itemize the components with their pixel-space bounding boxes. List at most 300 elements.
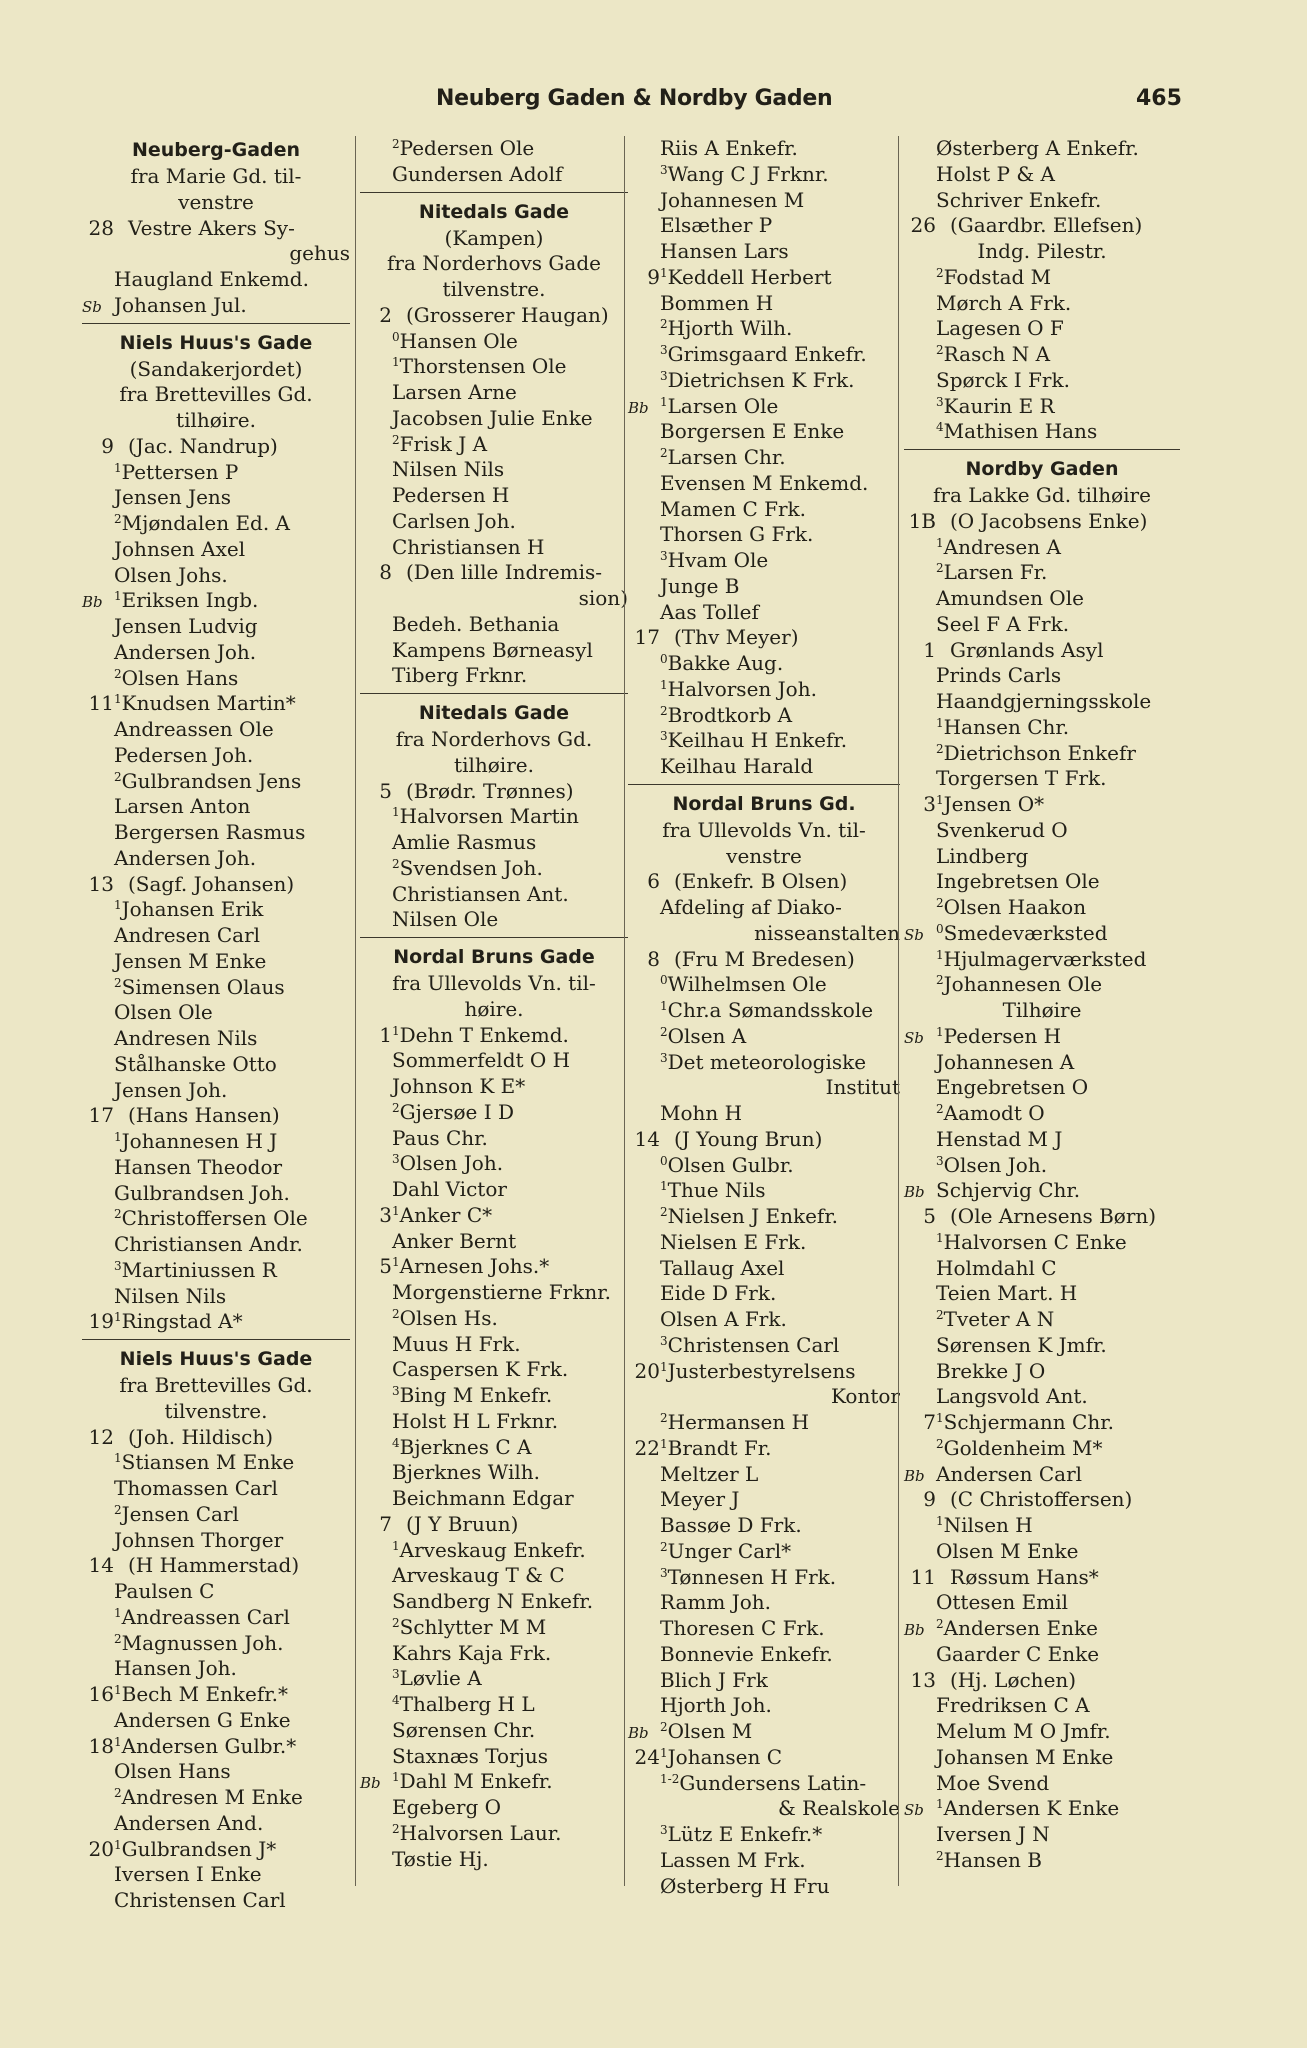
entry-text: sion) [578,586,628,610]
floor-number: 2 [392,1821,400,1836]
entry-text: Gulbrandsen Jens [121,768,302,793]
resident-entry [904,1127,1180,1153]
resident-entry [904,1384,1180,1410]
entry-text: Muus H Frk. [392,1331,521,1356]
house-number: 17 [634,625,660,650]
resident-entry [360,1383,628,1409]
resident-entry [904,766,1180,792]
resident-entry [904,1539,1180,1565]
entry-text: Johannesen A [936,1049,1075,1074]
resident-entry [904,1796,1180,1822]
house-number: 18 [88,1733,114,1758]
entry-text: Arveskaug Enkefr. [399,1537,586,1562]
entry-text: Johansen C [667,1744,783,1769]
resident-entry [904,535,1180,561]
street-description [82,1373,350,1399]
floor-number: 1 [392,1538,400,1553]
house-number: 9 [101,433,114,458]
entry-text: Andresen Carl [114,923,261,947]
entry-text: Hermansen H [667,1410,810,1434]
house-number-entry [360,779,628,805]
entry-text: Schjermann Chr. [943,1410,1114,1434]
entry-text: Larsen Fr. [943,560,1048,585]
entry-text: Wilhelmsen Ole [667,972,827,997]
resident-entry [628,1822,900,1848]
resident-entry [904,419,1180,445]
building-marker: Bb [82,593,103,612]
resident-entry [904,1616,1180,1642]
entry-text: Hansen Theodor [114,1154,283,1179]
entry-text: Christensen Carl [667,1332,840,1357]
entry-text: Schjervig Chr. [936,1178,1081,1203]
resident-entry [628,972,900,998]
resident-entry [82,1052,350,1078]
resident-entry [82,1026,350,1052]
resident-entry [628,342,900,368]
section-divider [360,192,628,193]
resident-entry [628,1642,900,1668]
resident-entry [904,715,1180,741]
resident-entry [360,1126,628,1152]
entry-text: (J Y Bruun) [406,1511,519,1536]
street-description [360,251,628,277]
floor-number: 1 [936,1411,944,1425]
entry-text: (O Jacobsens Enke) [950,508,1148,533]
house-number: 6 [647,869,660,894]
house-number: 1 [923,637,936,662]
continuation-line [628,1384,900,1410]
resident-entry [628,1693,900,1719]
resident-entry [82,1078,350,1104]
resident-entry [82,293,350,319]
resident-entry [904,689,1180,715]
resident-entry [904,818,1180,844]
floor-number: 1 [660,677,668,692]
column-separator [898,136,899,1886]
floor-number: 2 [936,896,944,910]
house-number: 17 [88,1103,114,1128]
building-marker: Bb [904,1183,925,1202]
resident-entry [904,1436,1180,1462]
street-description [82,164,350,190]
floor-number: 1 [936,947,944,962]
entry-text: Bonnevie Enkefr. [660,1641,833,1666]
resident-entry [360,380,628,406]
street-description [360,971,628,997]
entry-text: Østerberg H Fru [660,1873,830,1898]
entry-text: Kontor [831,1384,900,1409]
resident-entry [628,895,900,921]
entry-text: (Hans Hansen) [128,1103,280,1128]
entry-text: Grønlands Asyl [950,637,1104,662]
resident-entry [628,651,900,677]
resident-entry [82,1579,350,1605]
directory-column [82,136,350,1914]
entry-text: Christiansen H [392,534,545,559]
entry-text: Det meteorologiske [667,1049,867,1074]
floor-number: 2 [392,432,400,447]
entry-text: Svendsen Joh. [399,855,543,880]
entry-text: Nilsen H [943,1513,1033,1537]
resident-entry [904,1024,1180,1050]
resident-entry [628,136,900,162]
floor-number: 2 [936,741,944,756]
house-number-entry [628,1127,900,1153]
street-description [360,753,628,779]
floor-number: 2 [114,769,122,784]
house-number: 12 [88,1424,114,1449]
resident-entry [360,1177,628,1203]
resident-entry [360,1795,628,1821]
resident-entry [904,1178,1180,1204]
house-number: 24 [634,1744,660,1769]
resident-entry [82,1181,350,1207]
resident-entry [628,1513,900,1539]
building-marker: Sb [904,1028,924,1047]
entry-text: Nilsen Nils [392,457,505,482]
entry-text: Thorstensen Ole [399,354,567,379]
floor-number: 2 [114,1631,122,1646]
entry-text: Paus Chr. [392,1125,488,1150]
entry-text: Brandt Fr. [667,1435,772,1460]
entry-text: Seel F A Frk. [936,611,1070,636]
floor-number: 3 [392,1667,400,1682]
entry-text: Brodtkorb A [667,702,793,727]
entry-text: Holst H L Frknr. [392,1408,559,1433]
street-description [628,818,900,844]
entry-text: (Brødr. Trønnes) [406,778,574,803]
resident-entry [628,316,900,342]
floor-number: 1 [114,692,122,707]
resident-entry [360,1821,628,1847]
floor-number: 2 [660,1411,668,1425]
house-number: 28 [88,215,114,240]
resident-entry [904,869,1180,895]
entry-text: Andreassen Carl [121,1604,290,1629]
floor-number: 4 [392,1693,400,1707]
resident-entry [82,1631,350,1657]
entry-text: Magnussen Joh. [121,1630,284,1655]
resident-entry [360,1666,628,1692]
resident-entry [360,1048,628,1074]
entry-text: Bedeh. Bethania [392,611,560,636]
floor-number: 1 [660,1436,668,1451]
entry-text: Olsen Joh. [399,1151,504,1176]
continuation-line [82,241,350,267]
resident-entry [628,1771,900,1797]
resident-entry [82,460,350,486]
entry-text: Arveskaug T & C [392,1563,565,1588]
resident-entry [904,162,1180,188]
floor-number: 0 [660,652,668,666]
resident-entry [82,897,350,923]
entry-text: Hansen B [943,1847,1042,1872]
floor-number: 2 [936,1436,944,1451]
entry-text: Spørck I Frk. [936,367,1070,392]
entry-text: høire. [464,996,524,1021]
floor-number: 3 [936,1153,944,1168]
resident-entry [82,949,350,975]
floor-number: 3 [936,394,944,409]
resident-entry [628,1616,900,1642]
entry-text: fra Norderhovs Gd. [395,727,593,751]
entry-text: Olsen Joh. [943,1152,1048,1177]
entry-text: Olsen A [667,1023,747,1048]
floor-number: 2 [114,1207,122,1222]
resident-entry [904,1719,1180,1745]
entry-text: Amlie Rasmus [392,830,537,854]
house-number: 9 [923,1487,936,1512]
floor-number: 1-2 [660,1771,680,1786]
resident-entry [904,1101,1180,1127]
floor-number: 1 [660,1179,668,1194]
entry-text: Andersen Gulbr.* [121,1733,297,1758]
resident-entry [82,1258,350,1284]
floor-number: 3 [660,1050,668,1065]
entry-text: Vestre Akers Sy- [128,215,295,240]
resident-entry [360,535,628,561]
entry-text: Evensen M Enkemd. [660,470,869,495]
entry-text: (Den lille Indremis- [406,560,603,585]
floor-number: 2 [114,975,122,990]
entry-text: Junge B [660,573,740,598]
entry-text: Carlsen Joh. [392,508,516,533]
resident-entry [82,1811,350,1837]
resident-entry [904,1307,1180,1333]
house-number-entry [904,792,1180,818]
floor-number: 1 [392,805,400,820]
resident-entry [904,1771,1180,1797]
resident-entry [82,820,350,846]
entry-text: Gaarder C Enke [936,1641,1100,1666]
resident-entry [628,1848,900,1874]
entry-text: Caspersen K Frk. [392,1357,569,1382]
resident-entry [360,1692,628,1718]
entry-text: tilhøire. [176,408,256,432]
resident-entry [82,485,350,511]
entry-text: Beichmann Edgar [392,1486,574,1510]
resident-entry [628,677,900,703]
entry-text: Sørensen Chr. [392,1717,536,1742]
resident-entry [628,522,900,548]
entry-text: Pettersen P [121,459,239,484]
resident-entry [82,794,350,820]
entry-text: Dahl M Enkefr. [399,1769,553,1794]
resident-entry [904,1153,1180,1179]
floor-number: 2 [660,446,668,460]
floor-number: 2 [392,856,400,871]
resident-entry [82,666,350,692]
resident-entry [360,907,628,933]
resident-entry [360,1151,628,1177]
entry-text: Larsen Chr. [667,445,786,469]
floor-number: 2 [936,343,944,357]
entry-text: Hjorth Joh. [660,1693,772,1718]
entry-text: Melum M O Jmfr. [936,1719,1111,1743]
entry-text: Halvorsen Laur. [399,1820,562,1845]
resident-entry [82,1862,350,1888]
floor-number: 1 [392,1023,400,1038]
entry-text: fra Lakke Gd. tilhøire [933,483,1151,507]
floor-number: 1 [392,355,400,370]
house-number: 13 [910,1667,936,1692]
building-marker: Bb [904,1621,925,1639]
floor-number: 2 [392,1306,400,1321]
entry-text: Prinds Carls [936,663,1062,688]
floor-number: 1 [114,1837,122,1852]
entry-text: Lagesen O F [936,316,1064,341]
entry-text: Olsen Ole [114,1000,213,1025]
resident-entry [628,1333,900,1359]
house-number-entry [904,1668,1180,1694]
house-number-entry [360,560,628,586]
entry-text: Andresen M Enke [121,1785,303,1809]
entry-text: Aas Tollef [660,599,759,624]
house-number-entry [628,1745,900,1771]
floor-number: 1 [660,394,668,409]
street-description [82,1399,350,1425]
street-heading: Neuberg-Gaden [131,139,301,161]
entry-text: Christiansen Ant. [392,881,569,906]
entry-text: (Sandakerjordet) [129,356,303,381]
resident-entry [360,856,628,882]
entry-text: Martiniussen R [121,1257,277,1282]
entry-text: (Joh. Hildisch) [128,1424,274,1449]
resident-entry [628,703,900,729]
floor-number: 3 [660,1333,668,1348]
entry-text: (C Christoffersen) [950,1487,1133,1512]
house-number: 19 [88,1309,114,1334]
floor-number: 3 [114,1258,122,1273]
section-divider [628,784,900,785]
house-number-entry [82,1734,350,1760]
floor-number: 1 [114,1451,122,1466]
floor-number: 1 [114,898,122,913]
entry-text: Pedersen H [943,1023,1062,1048]
floor-number: 2 [392,137,400,151]
entry-text: Andersen G Enke [114,1707,291,1732]
floor-number: 2 [660,1205,668,1219]
floor-number: 1 [936,793,944,807]
entry-text: fra Brettevilles Gd. [119,1373,313,1397]
house-number-entry [360,1512,628,1538]
page-header [0,82,1307,118]
house-number-entry [628,1436,900,1462]
resident-entry [628,754,900,780]
floor-number: 2 [936,973,944,988]
floor-number: 1 [114,1130,122,1144]
resident-entry [82,717,350,743]
house-number: 11 [88,691,114,716]
entry-text: Johansen Jul. [114,292,247,317]
entry-text: Olsen Hs. [399,1305,498,1330]
entry-text: Brekke J O [936,1358,1046,1383]
entry-text: Keddell Herbert [667,264,832,289]
entry-text: Olsen Gulbr. [667,1152,794,1177]
resident-entry [82,1759,350,1785]
resident-entry [82,975,350,1001]
entry-text: Dehn T Enkemd. [399,1022,569,1047]
directory-column [360,136,628,1872]
resident-entry [360,1563,628,1589]
house-number: 1B [908,508,936,533]
house-number: 14 [88,1553,114,1578]
resident-entry [904,1848,1180,1874]
resident-entry [628,213,900,239]
floor-number: 2 [392,1100,400,1115]
floor-number: 2 [660,1024,668,1039]
house-number-entry [360,1254,628,1280]
entry-text: Unger Carl* [667,1538,792,1563]
entry-text: Elsæther P [660,213,773,238]
resident-entry [82,1785,350,1811]
entry-text: fra Ullevolds Vn. til- [662,817,866,842]
floor-number: 3 [660,343,668,357]
entry-text: Mjøndalen Ed. A [121,511,290,535]
entry-text: Amundsen Ole [936,586,1084,610]
entry-text: venstre [726,843,802,868]
resident-entry [82,1284,350,1310]
floor-number: 1 [936,1514,944,1528]
floor-number: 2 [114,1786,122,1800]
street-heading: Nordby Gaden [965,458,1119,480]
house-number-entry [360,1203,628,1229]
entry-text: Hansen Ole [399,328,518,353]
floor-number: 2 [114,1502,122,1517]
house-number: 20 [88,1836,114,1861]
entry-text: Mohn H [660,1101,743,1125]
resident-entry [628,574,900,600]
entry-text: Egeberg O [392,1795,501,1819]
entry-text: Bassøe D Frk. [660,1513,802,1537]
entry-text: Haandgjerningsskole [936,689,1152,713]
entry-text: Hvam Ole [667,548,769,572]
entry-text: Hansen Joh. [114,1656,237,1681]
entry-text: Justerbestyrelsens [667,1358,856,1383]
continuation-line [628,1075,900,1101]
entry-text: fra Brettevilles Gd. [119,382,313,407]
house-number-entry [628,1359,900,1385]
column-separator [355,136,356,1886]
resident-entry [628,1230,900,1256]
street-description [360,727,628,753]
resident-entry [904,663,1180,689]
entry-text: Mathisen Hans [943,419,1098,444]
house-number: 1 [379,1022,392,1047]
house-number-entry [82,1553,350,1579]
house-number-entry [82,434,350,460]
entry-text: Simensen Olaus [121,974,285,999]
entry-text: Bjerknes Wilh. [392,1460,540,1485]
house-number: 3 [923,792,936,816]
floor-number: 0 [660,973,668,988]
entry-text: Hansen Lars [660,239,789,263]
entry-text: fra Ullevolds Vn. til- [392,971,596,995]
entry-text: (Ole Arnesens Børn) [950,1204,1157,1228]
floor-number: 2 [936,1308,944,1322]
resident-entry [904,1822,1180,1848]
entry-text: Hansen Chr. [943,714,1070,739]
entry-text: Anker C* [399,1202,493,1227]
house-number-entry [82,216,350,242]
entry-text: Keilhau H Enkefr. [667,728,848,753]
resident-entry [628,1050,900,1076]
entry-text: (J Young Brun) [674,1126,823,1151]
floor-number: 4 [936,420,944,435]
house-number: 5 [379,1254,392,1279]
entry-text: Bech M Enkefr.* [121,1682,289,1706]
entry-text: Tiberg Frknr. [392,663,528,688]
